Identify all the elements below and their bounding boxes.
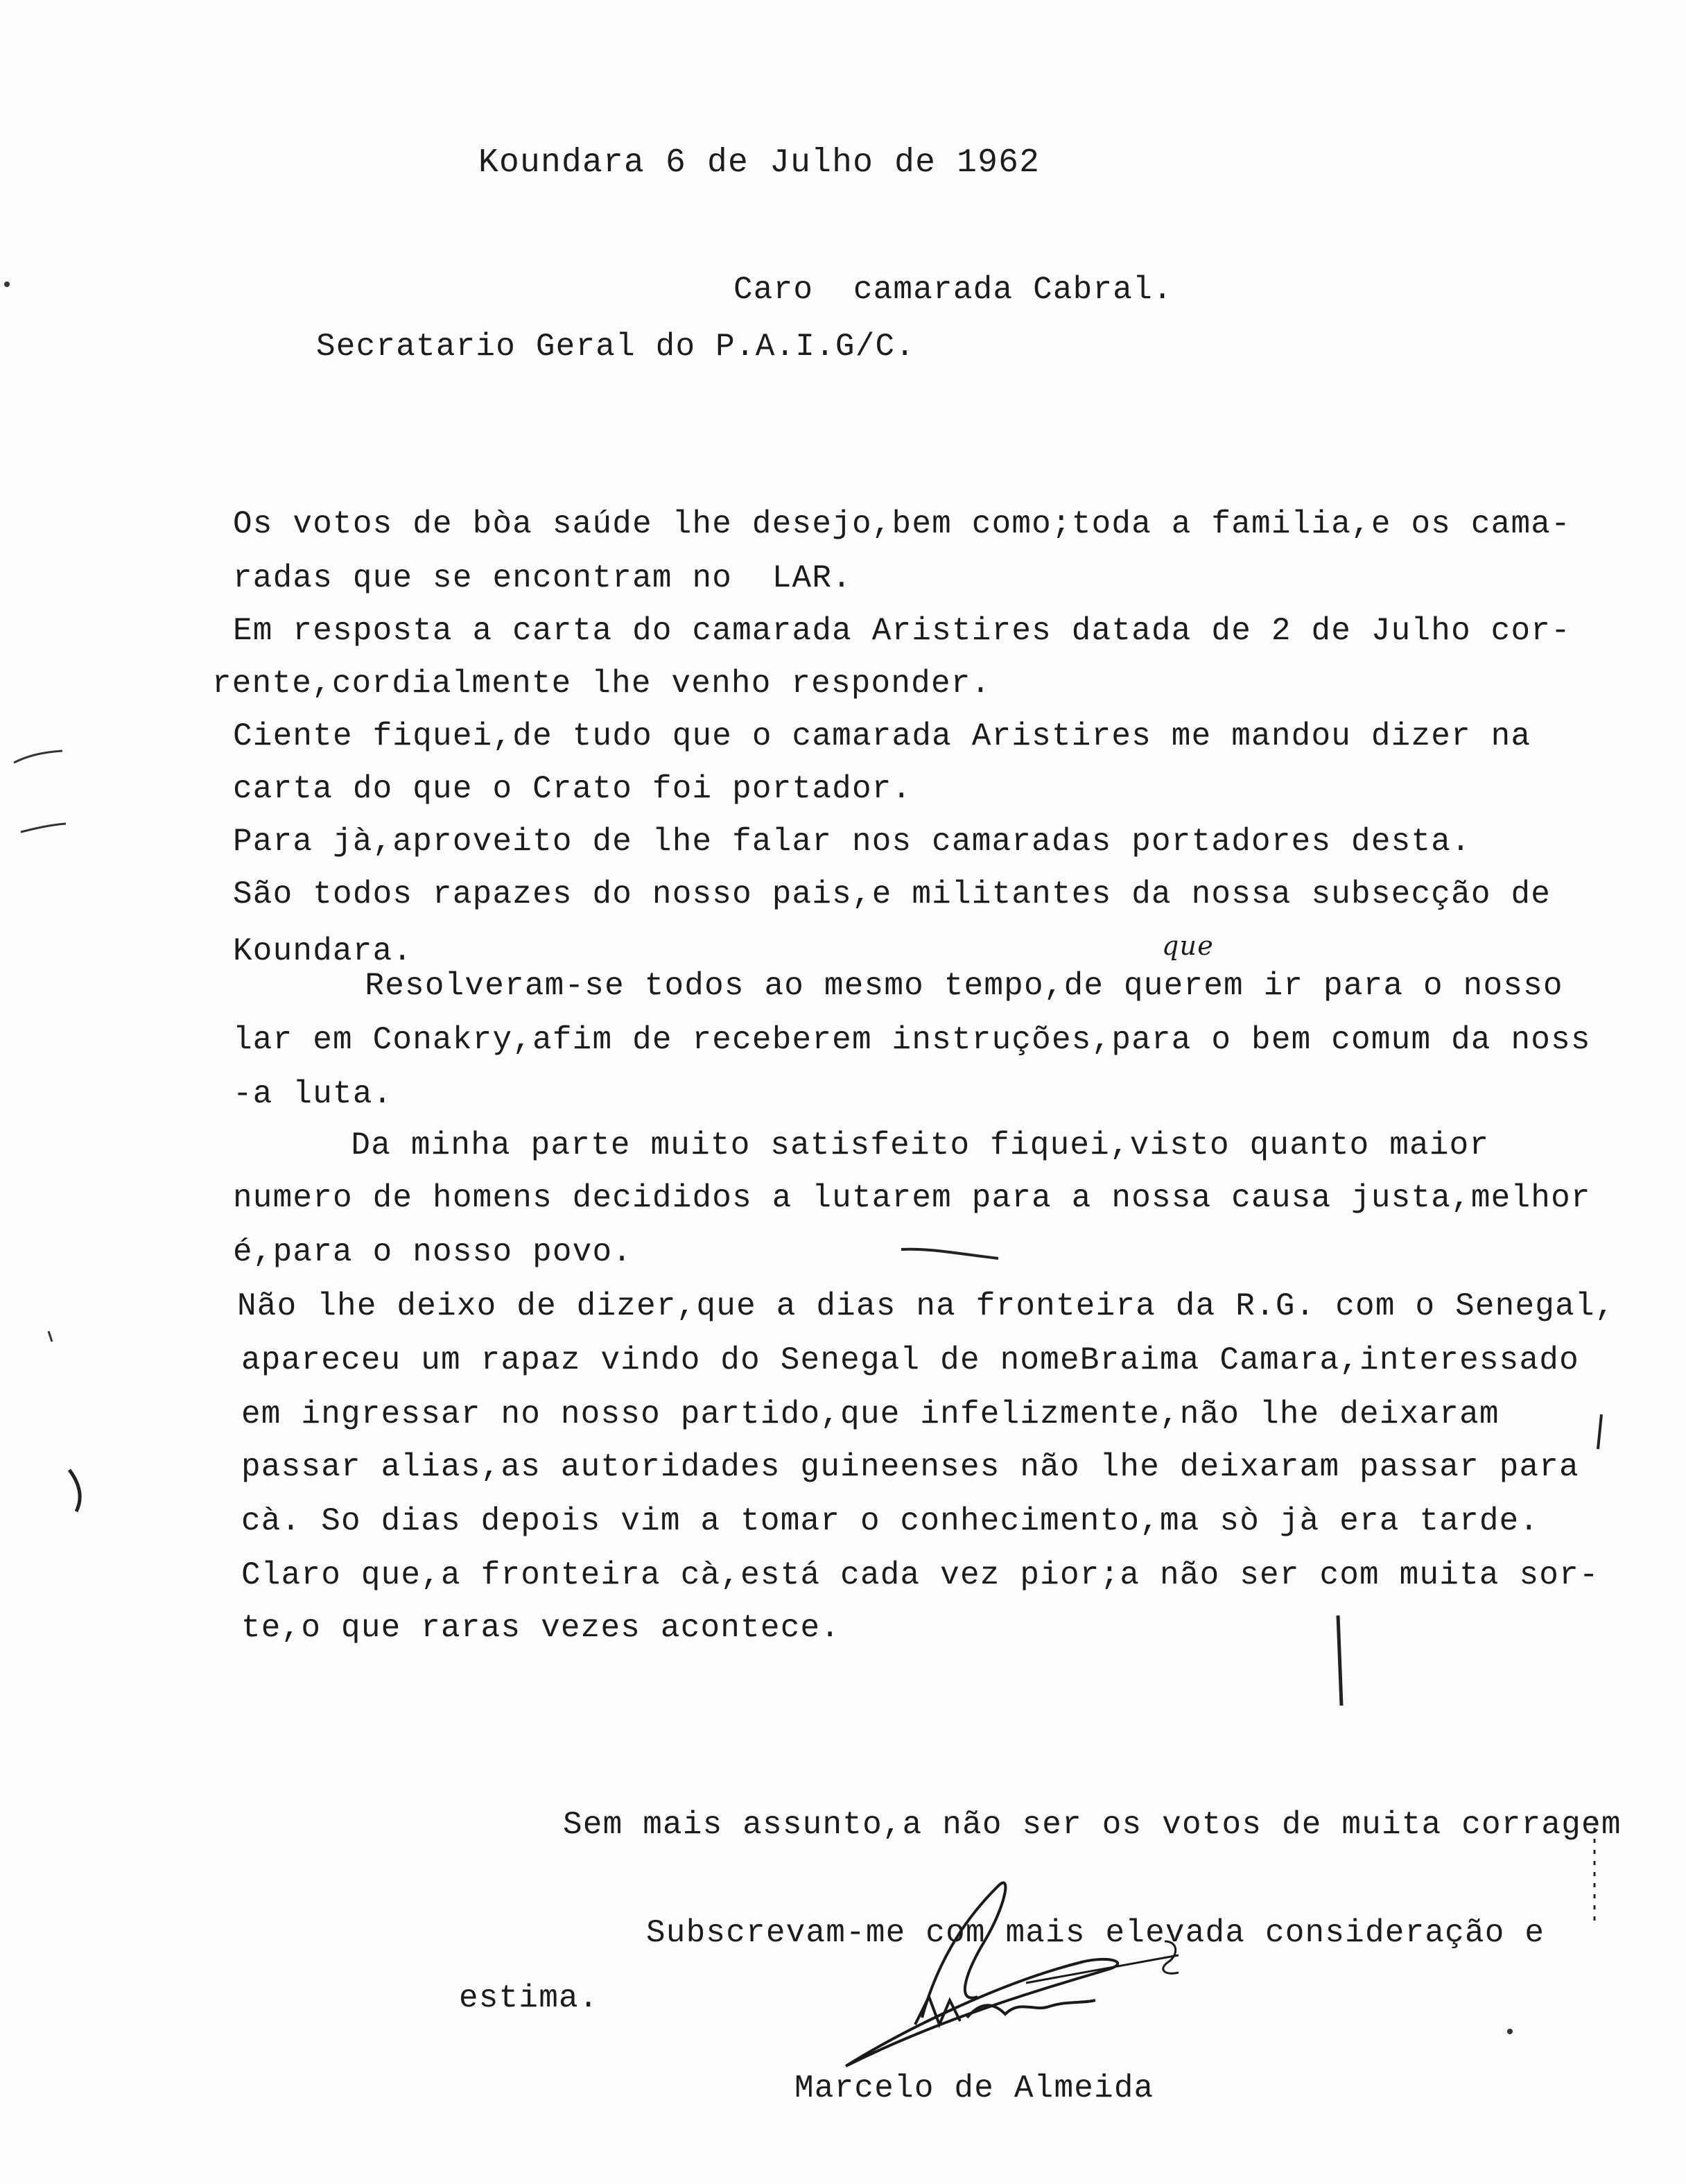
- body-line: Da minha parte muito satisfeito fiquei,visto quanto maior: [291, 1127, 1490, 1163]
- body-line: Resolveram-se todos ao mesmo tempo,de querem ir para o nosso: [305, 968, 1563, 1004]
- body-line: cà. So dias depois vim a tomar o conhecimento,ma sò jà era tarde.: [241, 1503, 1540, 1539]
- body-line: é,para o nosso povo.: [233, 1234, 633, 1270]
- body-line: passar alias,as autoridades guineenses não lhe deixaram passar para: [241, 1449, 1579, 1485]
- body-line: -a luta.: [233, 1076, 393, 1112]
- closing-line-1: Sem mais assunto,a não ser os votos de muita corragem: [563, 1807, 1622, 1843]
- body-line: Os votos de bòa saúde lhe desejo,bem como;toda a familia,e os cama-: [233, 506, 1571, 542]
- closing-line-3: estima.: [459, 1980, 599, 2016]
- body-line: te,o que raras vezes acontece.: [241, 1610, 841, 1646]
- body-line: Ciente fiquei,de tudo que o camarada Aristires me mandou dizer na: [233, 718, 1531, 754]
- body-line: Koundara.: [233, 933, 413, 969]
- salutation: Caro camarada Cabral.: [733, 272, 1173, 308]
- body-line: Claro que,a fronteira cà,está cada vez pior;a não ser com muita sor-: [241, 1557, 1599, 1593]
- body-line: em ingressar no nosso partido,que infelizmente,não lhe deixaram: [241, 1396, 1500, 1432]
- body-line: Não lhe deixo de dizer,que a dias na fronteira da R.G. com o Senegal,: [237, 1288, 1615, 1324]
- body-line: radas que se encontram no LAR.: [233, 560, 852, 596]
- body-line: São todos rapazes do nosso pais,e militantes da nossa subsecção de: [233, 876, 1552, 912]
- dateline: Koundara 6 de Julho de 1962: [478, 144, 1041, 182]
- body-line: numero de homens decididos a lutarem para a nossa causa justa,melhor: [233, 1180, 1591, 1216]
- body-line: Para jà,aproveito de lhe falar nos camaradas portadores desta.: [233, 824, 1471, 860]
- body-line: apareceu um rapaz vindo do Senegal de nomeBraima Camara,interessado: [241, 1342, 1579, 1378]
- interlinear-note: que: [1162, 930, 1214, 961]
- body-line: lar em Conakry,afim de receberem instruções,para o bem comum da noss: [233, 1022, 1591, 1058]
- body-line: carta do que o Crato foi portador.: [233, 771, 912, 807]
- addressee-title: Secratario Geral do P.A.I.G/C.: [316, 329, 916, 365]
- signatory-name: Marcelo de Almeida: [794, 2070, 1154, 2106]
- body-line: Em resposta a carta do camarada Aristires datada de 2 de Julho cor-: [233, 613, 1571, 649]
- body-line: rente,cordialmente lhe venho responder.: [212, 666, 991, 702]
- closing-line-2: Subscrevam-me com mais elevada consideração e: [646, 1915, 1545, 1951]
